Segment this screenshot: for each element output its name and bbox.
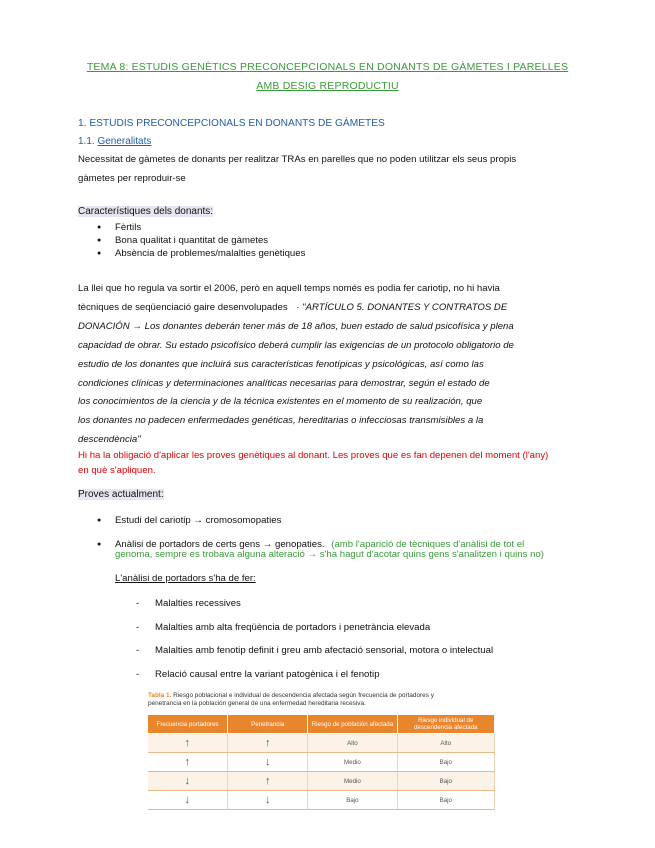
law-line-9: descendència" xyxy=(78,434,141,445)
list-item: Relació causal entre la variant patogènica i el fenotip xyxy=(155,669,380,680)
law-line-1: La llei que ho regula va sortir el 2006, però en aquell temps només es podia fer cariotip, no hi havia xyxy=(78,283,500,294)
list-item: ● Estudi del cariotip → cromosomopaties xyxy=(97,514,617,527)
table-cell: Bajo xyxy=(397,791,494,810)
characteristics-list xyxy=(97,221,305,260)
list-item: Malalties amb fenotip definit i greu amb afectació sensorial, motora o intelectual xyxy=(155,645,494,656)
table-cell: Medio xyxy=(308,753,397,772)
table-header: Riesgo de población afectada xyxy=(308,715,397,734)
intro-line-1: Necessitat de gàmetes de donants per realitzar TRAs en parelles que no poden utilitzar els seus propis xyxy=(78,154,517,165)
dash-bullet: - xyxy=(136,622,140,633)
table-cell: Alto xyxy=(308,734,397,753)
dash-bullet: - xyxy=(136,669,140,680)
list-item: ● Bona qualitat i quantitat de gàmetes xyxy=(97,234,305,247)
table-header: Frecuencia portadores xyxy=(148,715,228,734)
subsection-number: 1.1. xyxy=(78,136,95,147)
list-item: Malalties amb alta freqüència de portadors i penetrància elevada xyxy=(155,622,431,633)
law-line-2: tècniques de seqüenciació gaire desenvolupades · "ARTÍCULO 5. DONANTES Y CONTRATOS DE xyxy=(78,302,508,313)
carrier-analysis-note: genoma, sempre es trobava alguna alteració → s'ha hagut d'acotar quins gens s'analitzen i quins no) xyxy=(115,549,544,560)
list-item: ● Fèrtils xyxy=(97,221,305,234)
frequency-arrow-icon: ↓ xyxy=(148,791,228,810)
table-row xyxy=(148,772,495,791)
table-cell: Bajo xyxy=(397,772,494,791)
table-cell: Bajo xyxy=(397,753,494,772)
frequency-arrow-icon: ↑ xyxy=(148,734,228,753)
obligation-note-line-1: Hi ha la obligació d'aplicar les proves genètiques al donant. Les proves que es fan depenen del moment (l'any) xyxy=(78,450,549,461)
penetrance-arrow-icon: ↓ xyxy=(228,791,308,810)
table-row xyxy=(148,734,495,753)
law-line-8: los donantes no padecen enfermedades genéticas, hereditarias o infecciosas transmisibles a la xyxy=(78,415,484,426)
subsection-heading xyxy=(78,136,151,147)
subsection-title-link[interactable]: Generalitats xyxy=(97,136,152,147)
section-heading: 1. ESTUDIS PRECONCEPCIONALS EN DONANTS DE GÀMETES xyxy=(78,118,385,129)
intro-line-2: gàmetes per reproduir-se xyxy=(78,173,186,184)
table-row xyxy=(148,753,495,772)
table-row xyxy=(148,791,495,810)
document-title-line-1: TEMA 8: ESTUDIS GENÈTICS PRECONCEPCIONALS EN DONANTS DE GÀMETES I PARELLES xyxy=(86,61,569,73)
table-cell: Alto xyxy=(397,734,494,753)
table-cell: Bajo xyxy=(308,791,397,810)
penetrance-arrow-icon: ↓ xyxy=(228,753,308,772)
risk-table xyxy=(147,714,495,810)
penetrance-arrow-icon: ↑ xyxy=(228,772,308,791)
list-item: ● Anàlisi de portadors de certs gens → genopaties. (amb l'aparició de tècniques d'anàlisi de tot el xyxy=(97,537,637,552)
law-line-6: condiciones clínicas y determinaciones analíticas necesarias para demostrar, según el estado de xyxy=(78,378,490,389)
dash-bullet: - xyxy=(136,598,140,609)
penetrance-arrow-icon: ↑ xyxy=(228,734,308,753)
current-tests-list xyxy=(97,514,617,527)
table-cell: Medio xyxy=(308,772,397,791)
frequency-arrow-icon: ↓ xyxy=(148,772,228,791)
document-title-line-2: AMB DESIG REPRODUCTIU xyxy=(256,80,399,92)
list-item: ● Absència de problemes/malalties genètiques xyxy=(97,247,305,260)
list-item: Malalties recessives xyxy=(155,598,241,609)
current-tests-heading: Proves actualment: xyxy=(78,489,164,500)
law-line-7: los conocimientos de la ciencia y de la técnica existentes en el momento de su realización, que xyxy=(78,396,483,407)
table-header: Riesgo individual de descendencia afectada xyxy=(397,715,494,734)
table-caption: Tabla 1. Riesgo poblacional e individual de descendencia afectada según frecuencia de portadores y penetrancia en la población general de una enfermedad hereditaria recesiva. xyxy=(148,692,434,707)
obligation-note-line-2: en què s'apliquen. xyxy=(78,465,156,476)
law-line-5: estudio de los donantes que incluirá sus características fenotípicas y psicológicas, así como las xyxy=(78,359,484,370)
frequency-arrow-icon: ↑ xyxy=(148,753,228,772)
dash-bullet: - xyxy=(136,645,140,656)
characteristics-heading: Característiques dels donants: xyxy=(78,206,214,217)
table-header: Penetrancia xyxy=(228,715,308,734)
law-line-3: DONACIÓN → Los donantes deberán tener más de 18 años, buen estado de salud psicofísica y plena xyxy=(78,321,514,332)
law-line-4: capacidad de obrar. Su estado psicofísico deberá cumplir las exigencias de un protocolo obligatorio de xyxy=(78,340,514,351)
carrier-analysis-heading: L'anàlisi de portadors s'ha de fer: xyxy=(115,573,256,584)
